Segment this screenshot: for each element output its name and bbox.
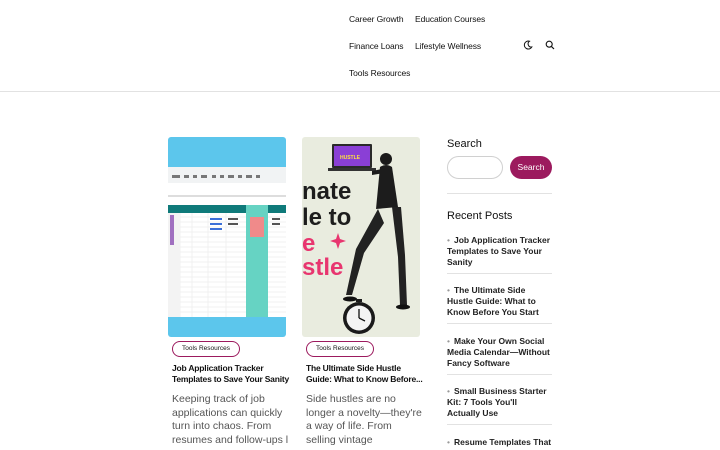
nav-item-tools-resources[interactable]: Tools Resources — [349, 68, 411, 78]
post-card[interactable] — [302, 137, 420, 337]
nav-item-finance-loans[interactable]: Finance Loans — [349, 41, 404, 51]
recent-post-link[interactable]: • Job Application Tracker Templates to Save Your Sanity — [447, 235, 552, 268]
nav-item-lifestyle-wellness[interactable]: Lifestyle Wellness — [415, 41, 482, 51]
search-heading: Search — [447, 138, 482, 150]
recent-post-link[interactable]: • Make Your Own Social Media Calendar—Without Fancy Software — [447, 336, 552, 369]
post-thumbnail-side-hustle[interactable] — [302, 137, 420, 337]
post-thumbnail-spreadsheet[interactable] — [168, 137, 286, 337]
recent-post-link[interactable]: • Small Business Starter Kit: 7 Tools You'll Actually Use — [447, 386, 552, 419]
post-excerpt: Side hustles are no longer a novelty—they're a way of life. From selling vintage — [306, 393, 422, 446]
site-header — [0, 0, 720, 92]
post-title[interactable]: Job Application Tracker Templates to Save Your Sanity — [172, 363, 290, 384]
search-input[interactable] — [447, 156, 503, 179]
post-category-tag[interactable]: Tools Resources — [172, 341, 240, 357]
nav-item-education-courses[interactable]: Education Courses — [415, 14, 486, 24]
search-icon[interactable] — [545, 40, 555, 50]
thumbnail-text-highlight-2: stle — [302, 254, 344, 281]
post-title[interactable]: The Ultimate Side Hustle Guide: What to Know Before... — [306, 363, 423, 384]
thumbnail-text-mid: le to — [302, 204, 352, 231]
sidebar-divider — [447, 273, 552, 274]
thumbnail-text-highlight-1: e — [302, 230, 316, 257]
sidebar-divider — [447, 424, 552, 425]
nav-item-career-growth[interactable]: Career Growth — [349, 14, 404, 24]
post-category-tag[interactable]: Tools Resources — [306, 341, 374, 357]
search-button[interactable]: Search — [510, 156, 552, 179]
sidebar-divider — [447, 374, 552, 375]
recent-post-link[interactable]: • The Ultimate Side Hustle Guide: What to Know Before You Start — [447, 285, 552, 318]
moon-icon[interactable] — [523, 40, 533, 50]
recent-post-link[interactable]: • Resume Templates That — [447, 437, 552, 448]
post-card[interactable] — [168, 137, 286, 337]
recent-posts-heading: Recent Posts — [447, 210, 513, 222]
sidebar-divider — [447, 193, 552, 194]
header-icons — [523, 40, 555, 50]
laptop-screen-text: HUSTLE — [340, 155, 360, 161]
post-excerpt: Keeping track of job applications can quickly turn into chaos. From resumes and follow-ups l — [172, 393, 289, 446]
thumbnail-text-top: nate — [302, 178, 352, 205]
sidebar-divider — [447, 323, 552, 324]
